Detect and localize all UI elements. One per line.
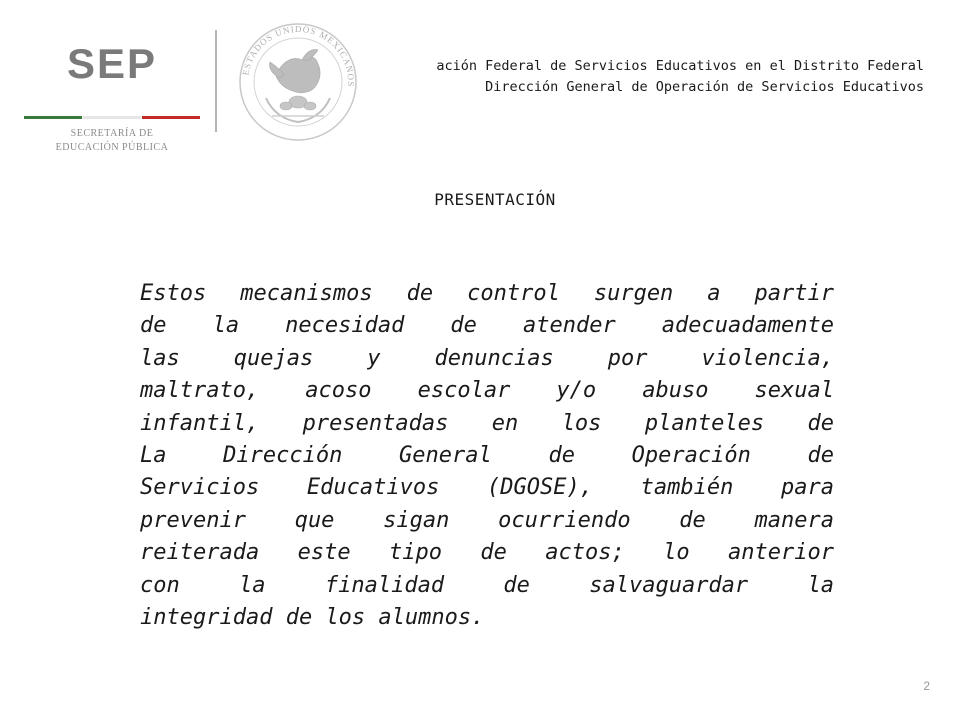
- body-line-last: integridad de los alumnos.: [140, 604, 485, 630]
- body-line: con la finalidad de salvaguardar la: [140, 572, 834, 598]
- coat-of-arms-ring-text: ESTADOS UNIDOS MEXICANOS: [240, 23, 357, 88]
- sep-color-stripes: [24, 116, 200, 122]
- sep-stripe-white: [83, 116, 141, 119]
- body-paragraph: [140, 278, 834, 634]
- page-title: PRESENTACIÓN: [434, 190, 556, 209]
- body-line: Estos mecanismos de control surgen a partir: [140, 281, 834, 306]
- body-line: las quejas y denuncias por violencia,: [140, 345, 834, 371]
- sep-logo: [22, 36, 202, 153]
- header-text: [334, 56, 924, 98]
- logo-divider: [215, 30, 217, 132]
- body-line: reiterada este tipo de actos; lo anterior: [140, 540, 834, 566]
- sep-subtitle-line: EDUCACIÓN PÚBLICA: [55, 142, 169, 153]
- body-line: de la necesidad de atender adecuadamente: [140, 313, 834, 339]
- body-line: infantil, presentadas en los planteles de: [140, 410, 834, 436]
- page-number: 2: [923, 679, 930, 693]
- body-line: prevenir que sigan ocurriendo de manera: [140, 507, 834, 533]
- sep-stripe-red: [142, 116, 200, 119]
- body-line: Servicios Educativos (DGOSE), también para: [140, 475, 834, 501]
- header-line-federal-authority: ación Federal de Servicios Educativos en el Distrito Federal: [436, 58, 924, 74]
- body-line: maltrato, acoso escolar y/o abuso sexual: [140, 378, 834, 404]
- body-line: La Dirección General de Operación de: [140, 442, 834, 468]
- sep-subtitle: [22, 127, 202, 155]
- header-line-general-directorate: Dirección General de Operación de Servicios Educativos: [485, 79, 924, 95]
- sep-stripe-green: [24, 116, 82, 119]
- sep-wordmark: SEP: [66, 40, 158, 87]
- sep-subtitle-line: SECRETARÍA DE: [70, 128, 154, 139]
